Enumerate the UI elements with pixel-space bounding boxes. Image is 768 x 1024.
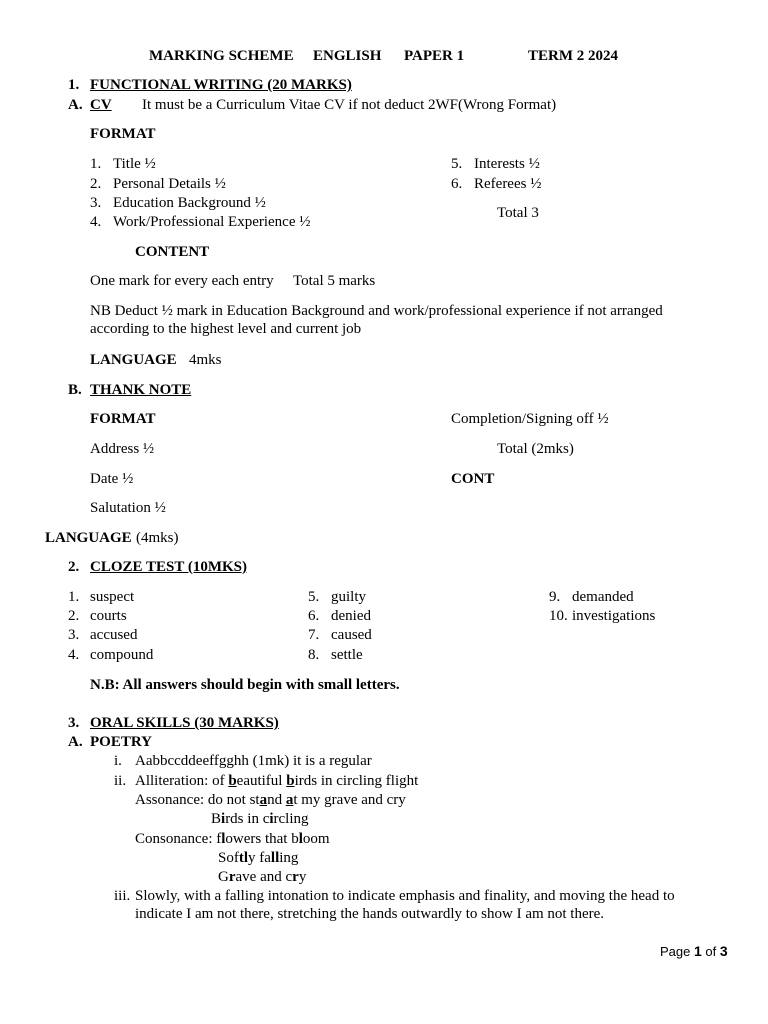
list-number: 3. — [90, 195, 102, 211]
consonance-line-2: Softly falling — [218, 850, 299, 866]
cloze-answer: guilty — [331, 589, 367, 605]
cloze-number: 5. — [308, 589, 320, 605]
thank-format-heading: FORMAT — [90, 411, 156, 427]
poetry-heading: POETRY — [90, 734, 152, 750]
cloze-answer: compound — [90, 647, 154, 663]
thank-note-heading: THANK NOTE — [90, 382, 192, 398]
thank-date: Date ½ — [90, 471, 134, 487]
roman-numeral: i. — [114, 753, 122, 769]
thank-cont: CONT — [451, 471, 495, 487]
cloze-answer: settle — [331, 647, 363, 663]
cloze-number: 2. — [68, 608, 80, 624]
list-number: 2. — [90, 176, 102, 192]
thank-completion: Completion/Signing off ½ — [451, 411, 609, 427]
cv-format-heading: FORMAT — [90, 126, 156, 142]
cloze-number: 3. — [68, 627, 80, 643]
q2-heading: CLOZE TEST (10MKS) — [90, 559, 247, 575]
roman-numeral: iii. — [114, 888, 131, 904]
assonance-line: Assonance: do not stand at my grave and cry — [135, 792, 406, 808]
q3-number: 3. — [68, 715, 80, 731]
list-item: Work/Professional Experience ½ — [113, 214, 311, 230]
cloze-number: 4. — [68, 647, 80, 663]
cv-content-text: One mark for every each entry — [90, 273, 274, 289]
q1-number: 1. — [68, 77, 80, 93]
q3-heading: ORAL SKILLS (30 MARKS) — [90, 715, 279, 731]
cv-language-marks: 4mks — [189, 352, 222, 368]
cloze-number: 9. — [549, 589, 561, 605]
list-number: 6. — [451, 176, 463, 192]
thank-language-label: LANGUAGE — [45, 530, 132, 546]
doc-title: MARKING SCHEME — [149, 48, 294, 64]
q1b-letter: B. — [68, 382, 82, 398]
consonance-line: Consonance: flowers that bloom — [135, 831, 330, 847]
list-item: Title ½ — [113, 156, 156, 172]
cloze-answer: suspect — [90, 589, 135, 605]
doc-paper: PAPER 1 — [404, 48, 465, 64]
thank-salutation: Salutation ½ — [90, 500, 166, 516]
cloze-answer: investigations — [572, 608, 656, 624]
cloze-number: 7. — [308, 627, 320, 643]
list-item: Referees ½ — [474, 176, 542, 192]
cv-content-heading: CONTENT — [135, 244, 210, 260]
cv-instruction: It must be a Curriculum Vitae CV if not deduct 2WF(Wrong Format) — [142, 97, 557, 113]
q3a-letter: A. — [68, 734, 83, 750]
cloze-answer: demanded — [572, 589, 634, 605]
cloze-nb-note: N.B: All answers should begin with small letters. — [90, 677, 400, 693]
assonance-line-2: Birds in circling — [211, 811, 309, 827]
q1a-line — [90, 96, 556, 114]
page-number: Page 1 of 3 — [660, 943, 728, 959]
cv-language-label: LANGUAGE — [90, 352, 177, 368]
thank-total: Total (2mks) — [497, 441, 574, 457]
list-item: Education Background ½ — [113, 195, 266, 211]
q2-number: 2. — [68, 559, 80, 575]
cloze-number: 1. — [68, 589, 80, 605]
poetry-answer-i: Aabbccddeeffgghh (1mk) it is a regular — [135, 753, 372, 769]
thank-language-marks: (4mks) — [136, 530, 179, 546]
cv-label: CV — [90, 97, 112, 113]
list-number: 1. — [90, 156, 102, 172]
alliteration-line: Alliteration: of beautiful birds in circling flight — [135, 773, 419, 789]
consonance-line-3: Grave and cry — [218, 869, 307, 885]
cloze-answer: denied — [331, 608, 371, 624]
cv-format-total: Total 3 — [497, 205, 539, 221]
doc-term: TERM 2 2024 — [528, 48, 618, 64]
poetry-answer-iii: Slowly, with a falling intonation to indicate emphasis and finality, and moving the head to indicate I am not there, stretching the hands outwardly to show I am not there. — [135, 888, 675, 922]
roman-numeral: ii. — [114, 773, 127, 789]
doc-subject: ENGLISH — [313, 48, 382, 64]
cloze-answer: courts — [90, 608, 127, 624]
list-number: 4. — [90, 214, 102, 230]
list-number: 5. — [451, 156, 463, 172]
cloze-number: 10. — [549, 608, 568, 624]
list-item: Interests ½ — [474, 156, 540, 172]
q1-heading: FUNCTIONAL WRITING (20 MARKS) — [90, 77, 352, 93]
cloze-answer: accused — [90, 627, 138, 643]
cloze-answer: caused — [331, 627, 372, 643]
cv-content-total: Total 5 marks — [293, 273, 376, 289]
thank-address: Address ½ — [90, 441, 155, 457]
q1a-letter: A. — [68, 97, 83, 113]
cloze-number: 8. — [308, 647, 320, 663]
cv-nb-note: NB Deduct ½ mark in Education Background and work/professional experience if not arranged according to the highest level and current job — [90, 303, 663, 337]
list-item: Personal Details ½ — [113, 176, 226, 192]
cloze-number: 6. — [308, 608, 320, 624]
